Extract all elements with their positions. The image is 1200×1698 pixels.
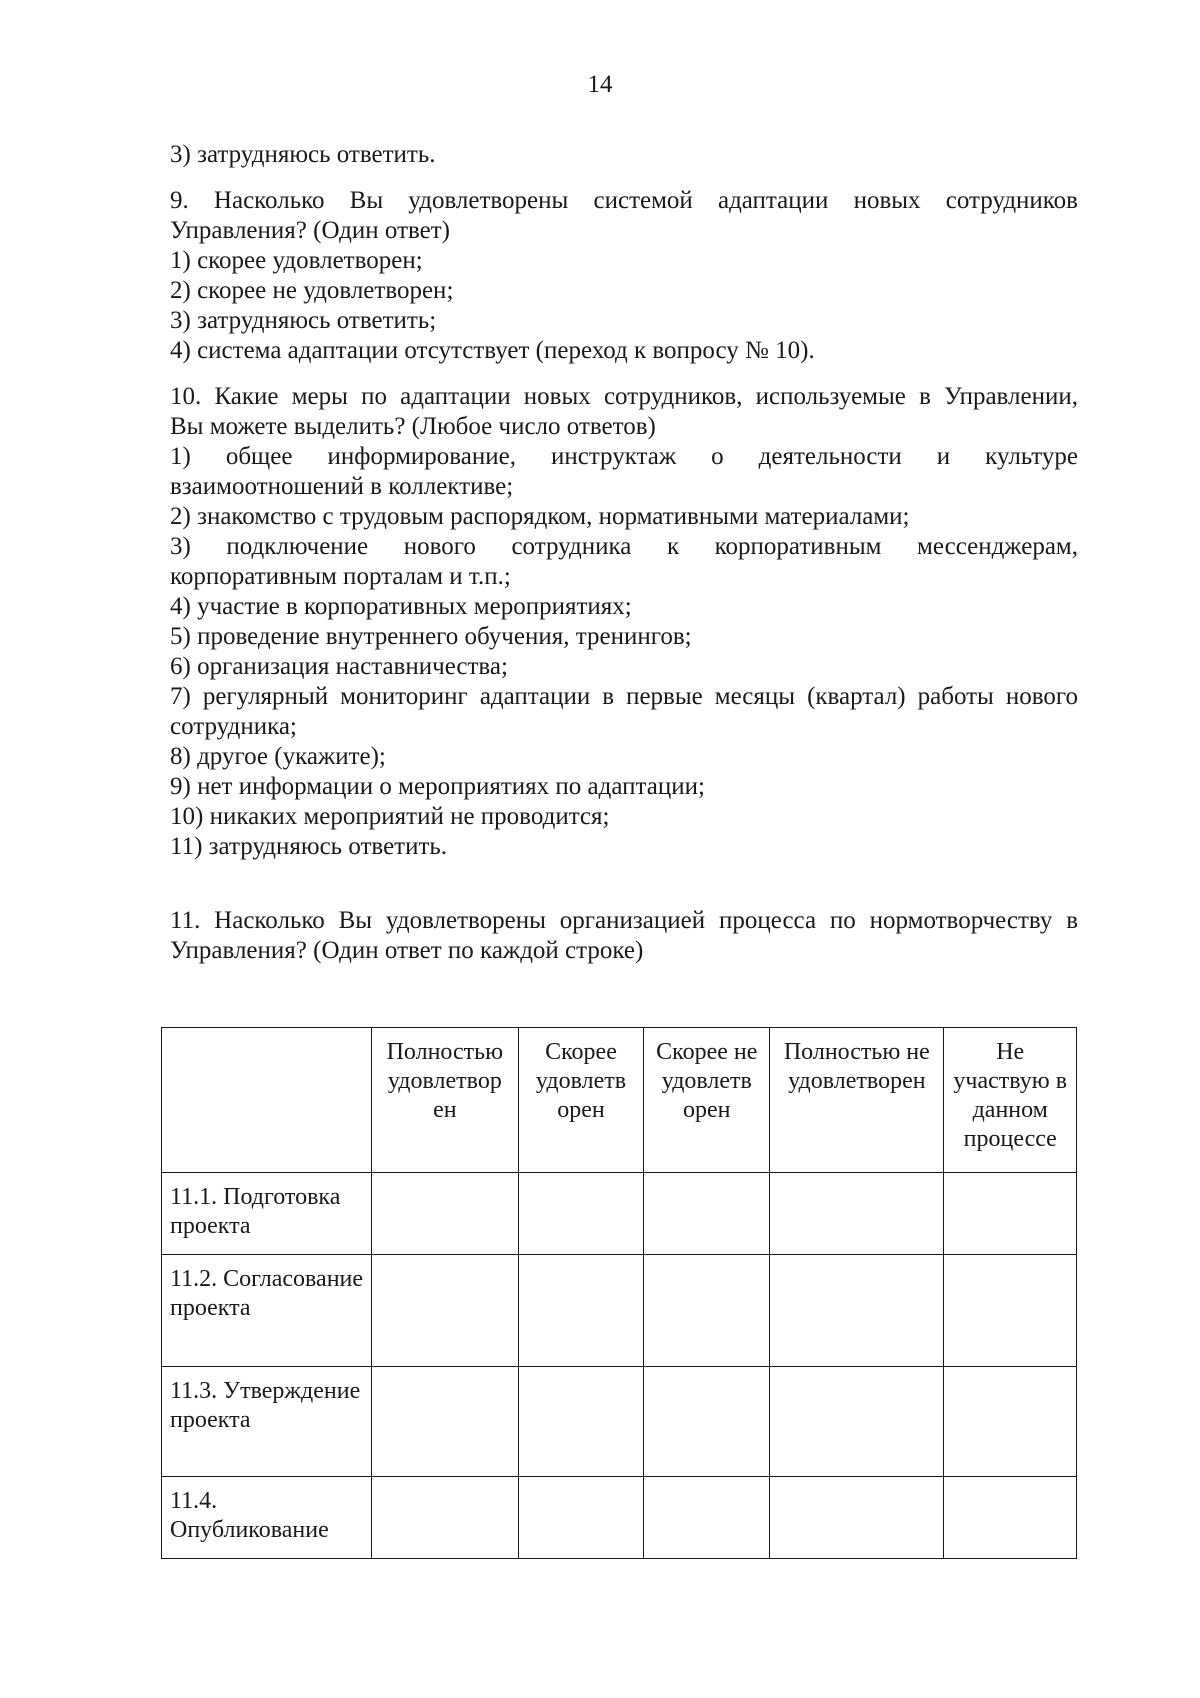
- previous-question-tail: 3) затрудняюсь ответить.: [170, 141, 436, 168]
- document-body: [170, 140, 1078, 966]
- answer-cell[interactable]: [770, 1367, 944, 1477]
- answer-cell[interactable]: [944, 1173, 1077, 1255]
- question-10-option-8: 8) другое (укажите);: [170, 743, 386, 770]
- question-9: [170, 186, 1078, 366]
- table-header-fully-not-satisfied: Полностью не удовлетворен: [770, 1028, 944, 1173]
- satisfaction-table: [161, 1027, 1077, 1559]
- question-10-option-3-line2: корпоративным порталам и т.п.;: [170, 563, 511, 590]
- question-10-option-2: 2) знакомство с трудовым распорядком, нормативными материалами;: [170, 503, 910, 530]
- table-row: [162, 1367, 1077, 1477]
- question-10-option-11: 11) затрудняюсь ответить.: [170, 833, 448, 860]
- answer-cell[interactable]: [644, 1255, 770, 1367]
- answer-cell[interactable]: [518, 1477, 644, 1559]
- answer-cell[interactable]: [644, 1367, 770, 1477]
- answer-cell[interactable]: [770, 1255, 944, 1367]
- question-10-option-1-line1: 1) общее информирование, инструктаж о деятельности и культуре: [170, 443, 1078, 470]
- table-row-label: 11.4. Опубликование: [162, 1477, 372, 1559]
- answer-cell[interactable]: [644, 1477, 770, 1559]
- question-10-option-10: 10) никаких мероприятий не проводится;: [170, 803, 610, 830]
- page-number: 14: [587, 71, 613, 98]
- table-header-fully-satisfied: Полностью удовлетвор ен: [372, 1028, 519, 1173]
- question-10-option-5: 5) проведение внутреннего обучения, тренингов;: [170, 623, 692, 650]
- question-9-option-1: 1) скорее удовлетворен;: [170, 247, 423, 274]
- table-header-empty: [162, 1028, 372, 1173]
- question-10-title-line1: 10. Какие меры по адаптации новых сотрудников, используемые в Управлении,: [170, 383, 1078, 410]
- question-10-option-6: 6) организация наставничества;: [170, 653, 508, 680]
- answer-cell[interactable]: [770, 1477, 944, 1559]
- answer-cell[interactable]: [770, 1173, 944, 1255]
- table-row: [162, 1255, 1077, 1367]
- table-row: [162, 1477, 1077, 1559]
- table-header-rather-not-satisfied: Скорее не удовлетв орен: [644, 1028, 770, 1173]
- question-11-title-line1: 11. Насколько Вы удовлетворены организацией процесса по нормотворчеству в: [170, 907, 1078, 934]
- table-row-label: 11.3. Утверждение проекта: [162, 1367, 372, 1477]
- answer-cell[interactable]: [944, 1255, 1077, 1367]
- question-10-title-line2: Вы можете выделить? (Любое число ответов): [170, 413, 656, 440]
- answer-cell[interactable]: [518, 1367, 644, 1477]
- answer-cell[interactable]: [944, 1477, 1077, 1559]
- question-9-title-line1: 9. Насколько Вы удовлетворены системой адаптации новых сотрудников: [170, 187, 1078, 214]
- question-11: [170, 906, 1078, 966]
- table-header-row: [162, 1028, 1077, 1173]
- question-10-option-1-line2: взаимоотношений в коллективе;: [170, 473, 514, 500]
- question-10-option-7-line2: сотрудника;: [170, 713, 297, 740]
- table-row: [162, 1173, 1077, 1255]
- table-row-label: 11.2. Согласование проекта: [162, 1255, 372, 1367]
- question-10-option-7-line1: 7) регулярный мониторинг адаптации в первые месяцы (квартал) работы нового: [170, 683, 1078, 710]
- question-10-option-3-line1: 3) подключение нового сотрудника к корпоративным мессенджерам,: [170, 533, 1078, 560]
- table-row-label: 11.1. Подготовка проекта: [162, 1173, 372, 1255]
- answer-cell[interactable]: [372, 1173, 519, 1255]
- table-header-rather-satisfied: Скорее удовлетв орен: [518, 1028, 644, 1173]
- question-10: [170, 382, 1078, 862]
- answer-cell[interactable]: [518, 1173, 644, 1255]
- question-9-option-4: 4) система адаптации отсутствует (переход к вопросу № 10).: [170, 337, 815, 364]
- question-9-option-2: 2) скорее не удовлетворен;: [170, 277, 454, 304]
- answer-cell[interactable]: [372, 1367, 519, 1477]
- table-header-not-participating: Не участвую в данном процессе: [944, 1028, 1077, 1173]
- answer-cell[interactable]: [372, 1477, 519, 1559]
- answer-cell[interactable]: [518, 1255, 644, 1367]
- question-10-option-9: 9) нет информации о мероприятиях по адаптации;: [170, 773, 705, 800]
- question-11-title-line2: Управления? (Один ответ по каждой строке): [170, 937, 644, 964]
- question-9-option-3: 3) затрудняюсь ответить;: [170, 307, 437, 334]
- answer-cell[interactable]: [644, 1173, 770, 1255]
- answer-cell[interactable]: [944, 1367, 1077, 1477]
- answer-cell[interactable]: [372, 1255, 519, 1367]
- question-9-title-line2: Управления? (Один ответ): [170, 217, 451, 244]
- question-10-option-4: 4) участие в корпоративных мероприятиях;: [170, 593, 632, 620]
